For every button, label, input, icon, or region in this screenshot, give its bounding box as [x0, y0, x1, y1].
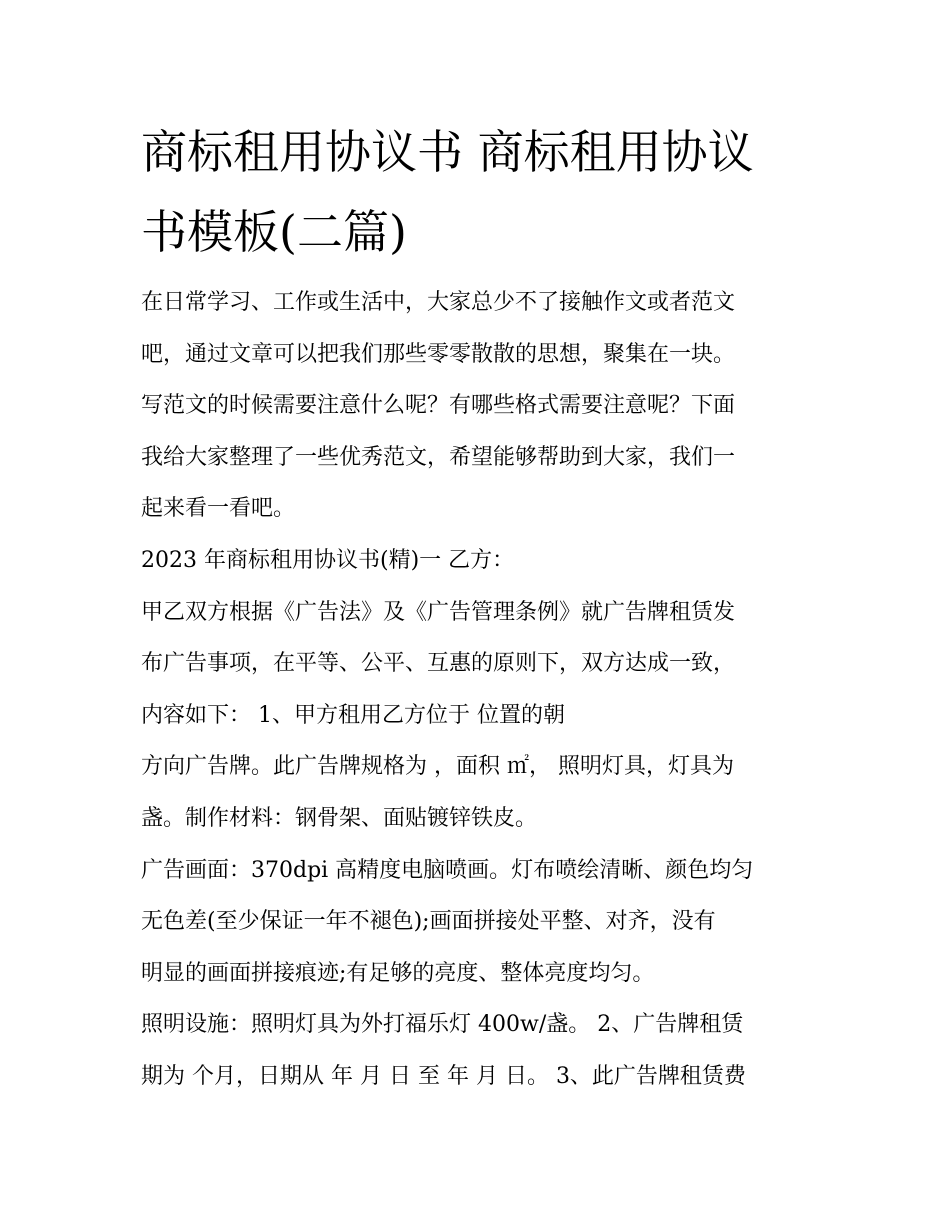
text-line: 方向广告牌。此广告牌规格为 ，面积 ㎡， 照明灯具，灯具为: [141, 754, 734, 780]
text-line: 无色差(至少保证一年不褪色);画面拼接处平整、对齐，没有: [141, 909, 716, 935]
paragraph-billboard-spec: [141, 741, 841, 844]
text-line: 广告画面：370dpi 高精度电脑喷画。灯布喷绘清晰、颜色均匀: [141, 857, 754, 883]
text-line: 布广告事项，在平等、公平、互惠的原则下，双方达成一致，: [141, 651, 736, 677]
text-line: 照明设施：照明灯具为外打福乐灯 400w/盏。 2、广告牌租赁: [141, 1012, 744, 1038]
paragraph-lighting: [141, 999, 841, 1102]
text-line: 写范文的时候需要注意什么呢？有哪些格式需要注意呢？下面: [141, 393, 736, 419]
text-line: 期为 个月，日期从 年 月 日 至 年 月 日。 3、此广告牌租赁费: [141, 1063, 746, 1089]
paragraph-intro: [141, 277, 841, 535]
text-line: 起来看一看吧。: [141, 496, 296, 522]
paragraph-heading: [141, 535, 841, 587]
text-line: 2023 年商标租用协议书(精)一 乙方：: [141, 547, 515, 573]
document-title: [141, 112, 831, 272]
title-line: 书模板(二篇): [141, 205, 407, 259]
text-line: 内容如下： 1、甲方租用乙方位于 位置的朝: [141, 702, 565, 728]
text-line: 甲乙双方根据《广告法》及《广告管理条例》就广告牌租赁发: [141, 599, 736, 625]
text-line: 我给大家整理了一些优秀范文，希望能够帮助到大家，我们一: [141, 444, 736, 470]
text-line: 在日常学习、工作或生活中，大家总少不了接触作文或者范文: [141, 290, 736, 315]
text-line: 吧，通过文章可以把我们那些零零散散的思想，聚集在一块。: [141, 341, 736, 367]
paragraph-terms: [141, 587, 841, 742]
paragraph-ad-image: [141, 845, 841, 1000]
text-line: 明显的画面拼接痕迹;有足够的亮度、整体亮度均匀。: [141, 960, 655, 986]
title-line: 商标租用协议书 商标租用协议: [141, 125, 754, 179]
document-body: [141, 277, 841, 1103]
text-line: 盏。制作材料：钢骨架、面贴镀锌铁皮。: [141, 805, 538, 831]
